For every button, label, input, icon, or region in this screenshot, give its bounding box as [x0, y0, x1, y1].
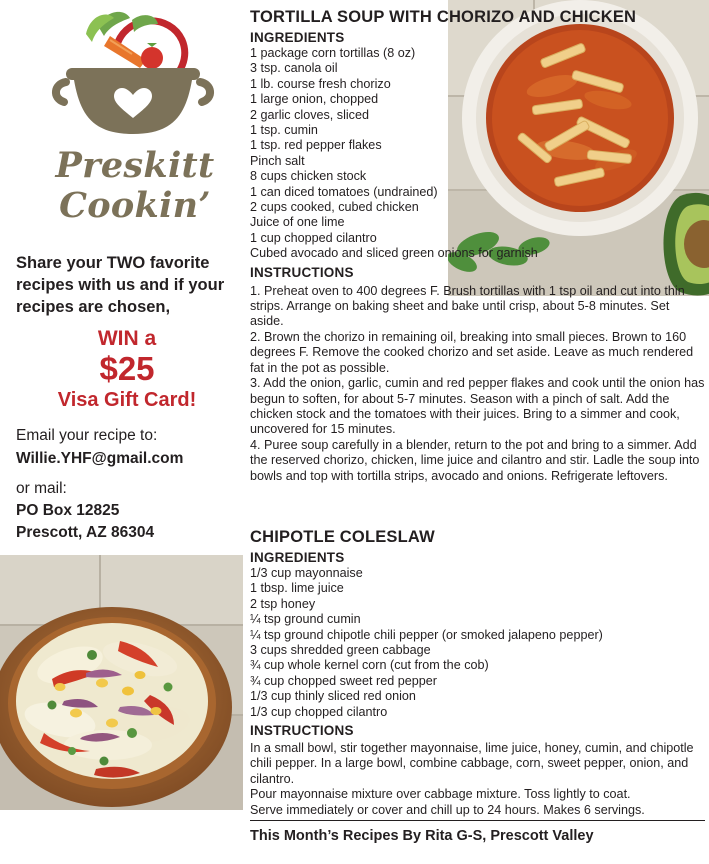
list-item: 1 large onion, chopped: [250, 92, 379, 107]
list-item: 8 cups chicken stock: [250, 169, 367, 184]
promo-address-line-1: PO Box 12825: [16, 502, 120, 519]
recipe-2-ingredients-heading: INGREDIENTS: [250, 550, 345, 565]
recipe-tortilla-soup: [250, 8, 709, 485]
instruction-step: 4. Puree soup carefully in a blender, return to the pot and bring to a simmer. Add the reserved chorizo, chicken, lime juice and cilantro and stir. Ladle the soup into bowls and top with tortilla strips, avocado and onions. Refrigerate leftovers.: [250, 438, 700, 483]
list-item: 1/3 cup chopped cilantro: [250, 704, 388, 719]
brand-line-1: Preskitt: [55, 145, 215, 186]
brand-logo: [14, 6, 232, 246]
promo-win-label: WIN a: [97, 327, 157, 350]
recipe-2-title: CHIPOTLE COLESLAW: [250, 528, 435, 546]
cooking-pot-with-vegetables-icon: [14, 6, 232, 156]
list-item: 3 cups shredded green cabbage: [250, 643, 431, 658]
promo-share-text: Share your TWO favorite recipes with us and if your recipes are chosen,: [16, 254, 225, 316]
list-item: 2 garlic cloves, sliced: [250, 107, 369, 122]
recipe-1-ingredients-list: [250, 46, 538, 262]
coleslaw-photo-graphic: [0, 555, 243, 810]
recipe-2-ingredients-list: [250, 566, 709, 720]
promo-email-label: Email your recipe to:: [16, 427, 158, 444]
promo-or-mail-label: or mail:: [16, 480, 67, 497]
list-item: Pinch salt: [250, 153, 305, 168]
brand-wordmark: [22, 146, 248, 226]
instruction-step: Pour mayonnaise mixture over cabbage mixture. Toss lightly to coat.: [250, 787, 631, 802]
list-item: ¾ cup chopped sweet red pepper: [250, 673, 437, 688]
list-item: 1 tsp. cumin: [250, 123, 318, 138]
list-item: 1 can diced tomatoes (undrained): [250, 184, 438, 199]
recipe-1-instructions: [250, 284, 706, 484]
list-item: 1/3 cup thinly sliced red onion: [250, 689, 416, 704]
instruction-step: In a small bowl, stir together mayonnaise, lime juice, honey, cumin, and chipotle chili pepper. In a large bowl, combine cabbage, corn, sweet pepper, onion, and cilantro.: [250, 741, 694, 786]
recipe-1-title: TORTILLA SOUP WITH CHORIZO AND CHICKEN: [250, 8, 637, 26]
recipe-1-ingredients-heading: INGREDIENTS: [250, 30, 345, 45]
list-item: ¼ tsp ground chipotle chili pepper (or smoked jalapeno pepper): [250, 627, 603, 642]
list-item: 1 cup chopped cilantro: [250, 230, 377, 245]
list-item: 2 cups cooked, cubed chicken: [250, 200, 419, 215]
instruction-step: Serve immediately or cover and chill up to 24 hours. Makes 6 servings.: [250, 803, 645, 818]
promo-email-address[interactable]: Willie.YHF@gmail.com: [16, 450, 184, 467]
right-column: [248, 0, 709, 864]
list-item: Juice of one lime: [250, 215, 345, 230]
list-item: 3 tsp. canola oil: [250, 61, 338, 76]
promo-card-label: Visa Gift Card!: [57, 389, 197, 411]
instruction-step: 3. Add the onion, garlic, cumin and red pepper flakes and cook until the onion has begun to soften, for about 5-7 minutes. Season with a pinch of salt. Add the chicken stock and the tomatoes with their juices. Bring to a simmer and cook, uncovered for 15 minutes.: [250, 376, 705, 437]
left-column: [0, 0, 240, 864]
instruction-step: 1. Preheat oven to 400 degrees F. Brush tortillas with 1 tsp oil and cut into thin strips. Arrange on baking sheet and bake until crisp, about 5-8 minutes. Set aside.: [250, 283, 685, 329]
recipe-chipotle-coleslaw: [250, 528, 709, 819]
recipe-2-instructions-heading: INSTRUCTIONS: [250, 723, 354, 739]
list-item: 1/3 cup mayonnaise: [250, 566, 363, 580]
list-item: ¼ tsp ground cumin: [250, 612, 361, 627]
list-item: 1 lb. course fresh chorizo: [250, 76, 391, 91]
recipe-2-instructions: [250, 741, 706, 818]
footer-divider: [250, 820, 705, 821]
promo-block: [16, 252, 238, 543]
brand-line-2: Cookin’: [59, 185, 211, 226]
list-item: 1 tbsp. lime juice: [250, 581, 344, 596]
list-item: 1 tsp. red pepper flakes: [250, 138, 382, 153]
coleslaw-photo: [0, 555, 243, 810]
list-item: 1 package corn tortillas (8 oz): [250, 46, 416, 60]
promo-prize: [16, 326, 238, 413]
list-item: ¾ cup whole kernel corn (cut from the cob): [250, 658, 489, 673]
instruction-step: 2. Brown the chorizo in remaining oil, breaking into small pieces. Brown to 160 degrees F. Remove the cooked chorizo and set aside. Leave as much rendered fat in the pot as possible.: [250, 330, 694, 375]
list-item: 2 tsp honey: [250, 596, 316, 611]
promo-address-line-2: Prescott, AZ 86304: [16, 524, 155, 541]
list-item: Cubed avocado and sliced green onions for garnish: [250, 246, 538, 261]
recipe-1-instructions-heading: INSTRUCTIONS: [250, 264, 354, 280]
footer-credit: This Month’s Recipes By Rita G-S, Prescott Valley: [250, 828, 594, 844]
promo-amount: $25: [99, 350, 155, 387]
